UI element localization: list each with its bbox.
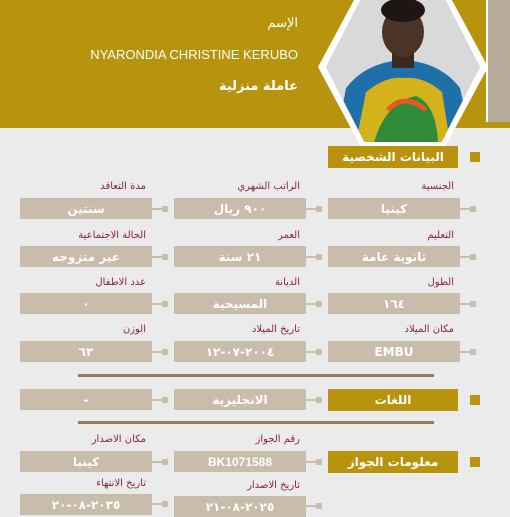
field-label: مكان الميلاد <box>404 324 454 335</box>
field-connector <box>152 303 162 305</box>
candidate-name: NYARONDIA CHRISTINE KERUBO <box>90 47 298 62</box>
language-value: - <box>20 389 152 410</box>
field-connector <box>460 208 470 210</box>
field-dot <box>316 459 322 465</box>
field-value: ٦٣ <box>20 341 152 362</box>
field-label: مدة التعاقد <box>100 181 146 192</box>
field-dot <box>162 254 168 260</box>
field-dot <box>162 459 168 465</box>
field-label: الراتب الشهري <box>237 181 300 192</box>
field-connector <box>306 256 316 258</box>
field-value: ٠ <box>20 293 152 314</box>
field-connector <box>152 256 162 258</box>
field-label: عدد الاطفال <box>95 277 146 288</box>
section-passport-title: معلومات الجواز <box>328 451 458 473</box>
field-dot <box>162 301 168 307</box>
field-dot <box>162 397 168 403</box>
field-dot <box>316 206 322 212</box>
field-label: الطول <box>427 277 454 288</box>
field-label: التعليم <box>427 230 454 241</box>
field-connector <box>306 351 316 353</box>
field-value: كينيا <box>20 451 152 472</box>
field-connector <box>152 208 162 210</box>
field-label: رقم الجواز <box>255 434 300 445</box>
field-connector <box>460 256 470 258</box>
field-value: BK1071588 <box>174 451 306 472</box>
field-connector <box>306 505 316 507</box>
field-value: ٢٠٢٥-٠٨-٢١ <box>174 496 306 517</box>
section-divider <box>78 374 434 377</box>
header-side-strip-edge <box>486 0 488 122</box>
field-connector <box>306 303 316 305</box>
field-label: الحالة الاجتماعية <box>78 230 146 241</box>
section-marker <box>470 152 480 162</box>
field-value: ٢١ سنة <box>174 246 306 267</box>
field-value: غير متزوجه <box>20 246 152 267</box>
field-dot <box>470 206 476 212</box>
field-value: EMBU <box>328 341 460 362</box>
field-dot <box>162 206 168 212</box>
field-value: سنتين <box>20 198 152 219</box>
field-dot <box>316 503 322 509</box>
name-label: الإسم <box>267 16 298 31</box>
field-connector <box>460 303 470 305</box>
field-dot <box>470 301 476 307</box>
field-label: تاريخ الانتهاء <box>96 478 146 489</box>
field-dot <box>162 501 168 507</box>
section-personal-title: البيانات الشخصية <box>328 146 458 168</box>
field-dot <box>316 349 322 355</box>
field-connector <box>152 503 162 505</box>
section-divider <box>78 421 434 424</box>
field-value: ٩٠٠ ريال <box>174 198 306 219</box>
field-dot <box>316 254 322 260</box>
field-label: تاريخ الميلاد <box>251 324 300 335</box>
job-title: عاملة منزلية <box>218 79 298 94</box>
field-label: الديانة <box>274 277 300 288</box>
field-connector <box>306 208 316 210</box>
language-value: الانجليزية <box>174 389 306 410</box>
field-dot <box>316 397 322 403</box>
field-connector <box>306 399 316 401</box>
field-dot <box>470 254 476 260</box>
field-connector <box>460 351 470 353</box>
field-connector <box>152 351 162 353</box>
field-label: العمر <box>278 230 300 241</box>
field-value: ٢٠٣٥-٠٨-٢٠ <box>20 494 152 515</box>
field-connector <box>152 399 162 401</box>
field-dot <box>470 349 476 355</box>
field-label: مكان الاصدار <box>91 434 146 445</box>
field-connector <box>306 461 316 463</box>
field-value: ١٦٤ <box>328 293 460 314</box>
section-marker <box>470 395 480 405</box>
header-side-strip <box>486 0 510 122</box>
field-value: المسيحية <box>174 293 306 314</box>
field-dot <box>316 301 322 307</box>
field-dot <box>162 349 168 355</box>
field-label: الجنسية <box>421 181 454 192</box>
field-label: تاريخ الاصدار <box>247 480 300 491</box>
field-connector <box>152 461 162 463</box>
section-languages-title: اللغات <box>328 389 458 411</box>
field-value: ثانوية عامة <box>328 246 460 267</box>
section-marker <box>470 457 480 467</box>
field-value: ٢٠٠٤-٠٧-١٢ <box>174 341 306 362</box>
field-value: كينيا <box>328 198 460 219</box>
field-label: الوزن <box>122 324 146 335</box>
